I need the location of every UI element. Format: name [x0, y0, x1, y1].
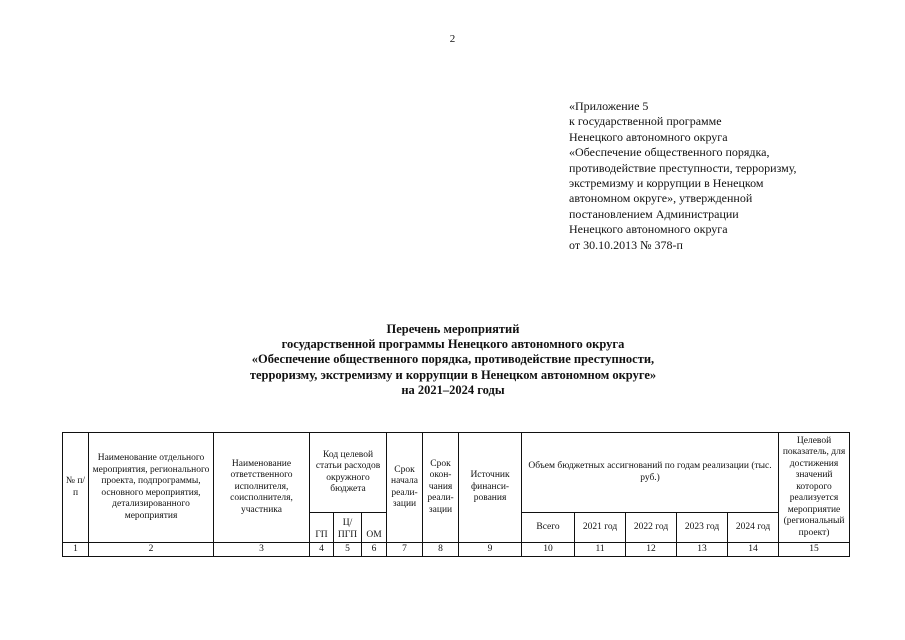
column-number-row: [63, 543, 850, 557]
column-number: 5: [334, 543, 362, 557]
column-number: 1: [63, 543, 89, 557]
appendix-line: Ненецкого автономного округа: [569, 222, 728, 237]
column-number: 4: [310, 543, 334, 557]
header-code-cpgp: Ц/ПГП: [334, 513, 362, 543]
document-title: [150, 322, 756, 398]
header-activity-name: Наименование отдельного мероприятия, регионального проекта, подпрограммы, основного мероприятия, детализированного мероприятия: [89, 433, 214, 543]
header-year-2023: 2023 год: [677, 513, 728, 543]
header-total: Всего: [522, 513, 575, 543]
column-number: 11: [575, 543, 626, 557]
header-target-indicator: Целевой показатель, для достижения значений которого реализуется мероприятие (региональный проект): [779, 433, 850, 543]
title-line: терроризму, экстремизму и коррупции в Ненецком автономном округе»: [249, 367, 657, 382]
column-number: 7: [387, 543, 423, 557]
column-number: 3: [214, 543, 310, 557]
header-start-date: Срок начала реали-зации: [387, 433, 423, 543]
column-number: 8: [423, 543, 459, 557]
header-num: № п/п: [63, 433, 89, 543]
header-code-gp: ГП: [310, 513, 334, 543]
appendix-line: от 30.10.2013 № 378-п: [569, 237, 683, 252]
appendix-header: [569, 99, 869, 253]
column-number: 14: [728, 543, 779, 557]
column-number: 9: [459, 543, 522, 557]
title-line: Перечень мероприятий: [386, 322, 520, 336]
column-number: 15: [779, 543, 850, 557]
header-code-om: ОМ: [362, 513, 387, 543]
appendix-line: Ненецкого автономного округа: [569, 129, 728, 144]
appendix-line: автономном округе», утвержденной: [569, 191, 753, 206]
header-year-2024: 2024 год: [728, 513, 779, 543]
header-year-2021: 2021 год: [575, 513, 626, 543]
column-number: 6: [362, 543, 387, 557]
column-number: 13: [677, 543, 728, 557]
title-line: «Обеспечение общественного порядка, противодействие преступности,: [251, 352, 655, 367]
appendix-line: «Обеспечение общественного порядка,: [569, 145, 770, 160]
header-executor: Наименование ответственного исполнителя, соисполнителя, участника: [214, 433, 310, 543]
header-funding-source: Источник финанси-рования: [459, 433, 522, 543]
column-number: 2: [89, 543, 214, 557]
appendix-line: к государственной программе: [569, 114, 722, 129]
header-year-2022: 2022 год: [626, 513, 677, 543]
header-budget-code: Код целевой статьи расходов окружного бюджета: [310, 433, 387, 513]
column-number: 12: [626, 543, 677, 557]
appendix-line: экстремизму и коррупции в Ненецком: [569, 176, 764, 191]
page-number: 2: [449, 33, 456, 45]
header-end-date: Срок окон-чания реали-зации: [423, 433, 459, 543]
title-line: на 2021–2024 годы: [401, 382, 505, 397]
title-line: государственной программы Ненецкого автономного округа: [281, 337, 625, 352]
appendix-line: «Приложение 5: [569, 99, 649, 113]
header-budget-allocations: Объем бюджетных ассигнований по годам реализации (тыс. руб.): [522, 433, 779, 513]
activities-table: [62, 432, 850, 557]
appendix-line: противодействие преступности, терроризму,: [569, 160, 797, 175]
column-number: 10: [522, 543, 575, 557]
appendix-line: постановлением Администрации: [569, 206, 739, 221]
